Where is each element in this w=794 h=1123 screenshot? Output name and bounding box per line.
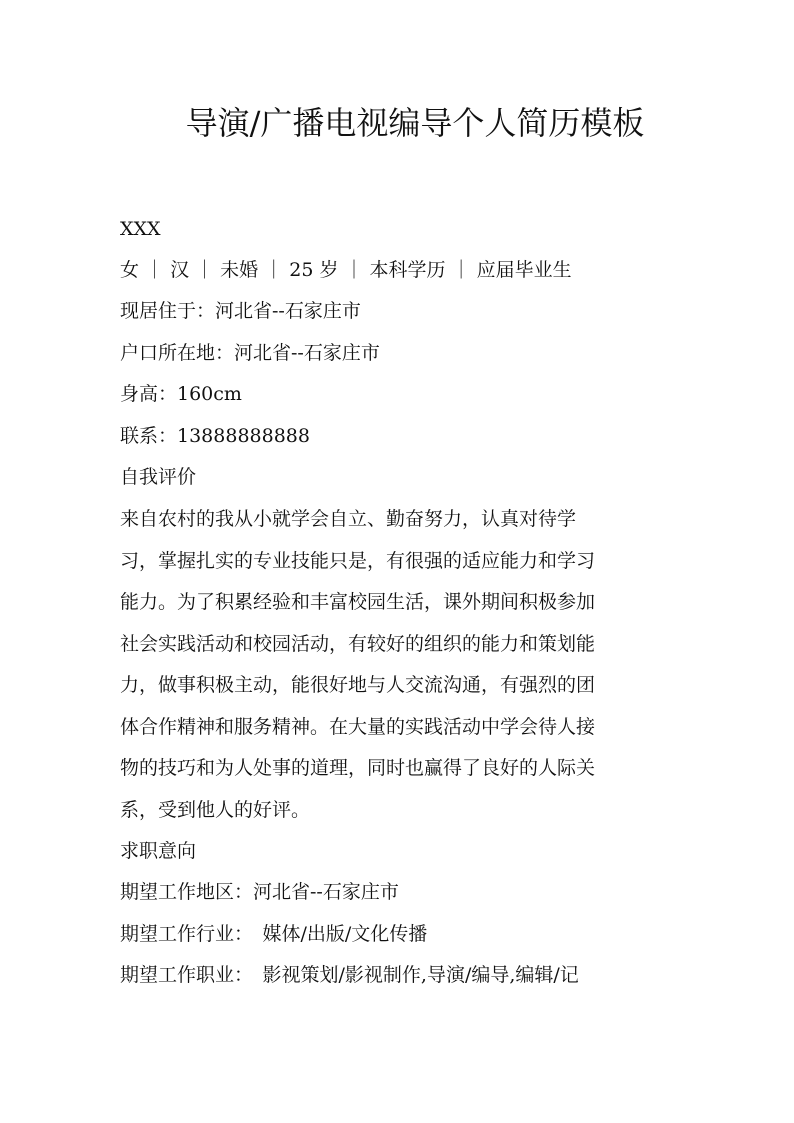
- summary-line: 女 ｜ 汉 ｜ 未婚 ｜ 25 岁 ｜ 本科学历 ｜ 应届毕业生: [120, 259, 572, 281]
- self-eval-line: 力，做事积极主动，能很好地与人交流沟通，有强烈的团: [120, 674, 596, 696]
- candidate-name: XXX: [120, 218, 161, 240]
- self-eval-line: 体合作精神和服务精神。在大量的实践活动中学会待人接: [120, 715, 596, 738]
- hukou: 户口所在地：河北省--石家庄市: [120, 342, 380, 364]
- height: 身高：160cm: [120, 383, 242, 405]
- residence: 现居住于：河北省--石家庄市: [120, 300, 361, 322]
- self-eval-text: [120, 499, 660, 831]
- page-title: 导演/广播电视编导个人简历模板: [185, 104, 645, 142]
- expected-position: 期望工作职业： 影视策划/影视制作,导演/编导,编辑/记: [120, 964, 579, 986]
- expected-industry: 期望工作行业： 媒体/出版/文化传播: [120, 923, 428, 945]
- self-eval-line: 能力。为了积累经验和丰富校园生活，课外期间积极参加: [120, 591, 596, 613]
- self-eval-line: 社会实践活动和校园活动，有较好的组织的能力和策划能: [120, 632, 596, 655]
- contact: 联系：13888888888: [120, 425, 310, 447]
- self-eval-line: 来自农村的我从小就学会自立、勤奋努力，认真对待学: [120, 508, 577, 530]
- self-eval-line: 习，掌握扎实的专业技能只是，有很强的适应能力和学习: [120, 549, 596, 572]
- self-eval-heading: 自我评价: [120, 466, 197, 488]
- job-intent-heading: 求职意向: [120, 840, 197, 862]
- expected-location: 期望工作地区：河北省--石家庄市: [120, 881, 399, 903]
- self-eval-line: 物的技巧和为人处事的道理，同时也赢得了良好的人际关: [120, 757, 596, 779]
- self-eval-line: 系，受到他人的好评。: [120, 798, 311, 821]
